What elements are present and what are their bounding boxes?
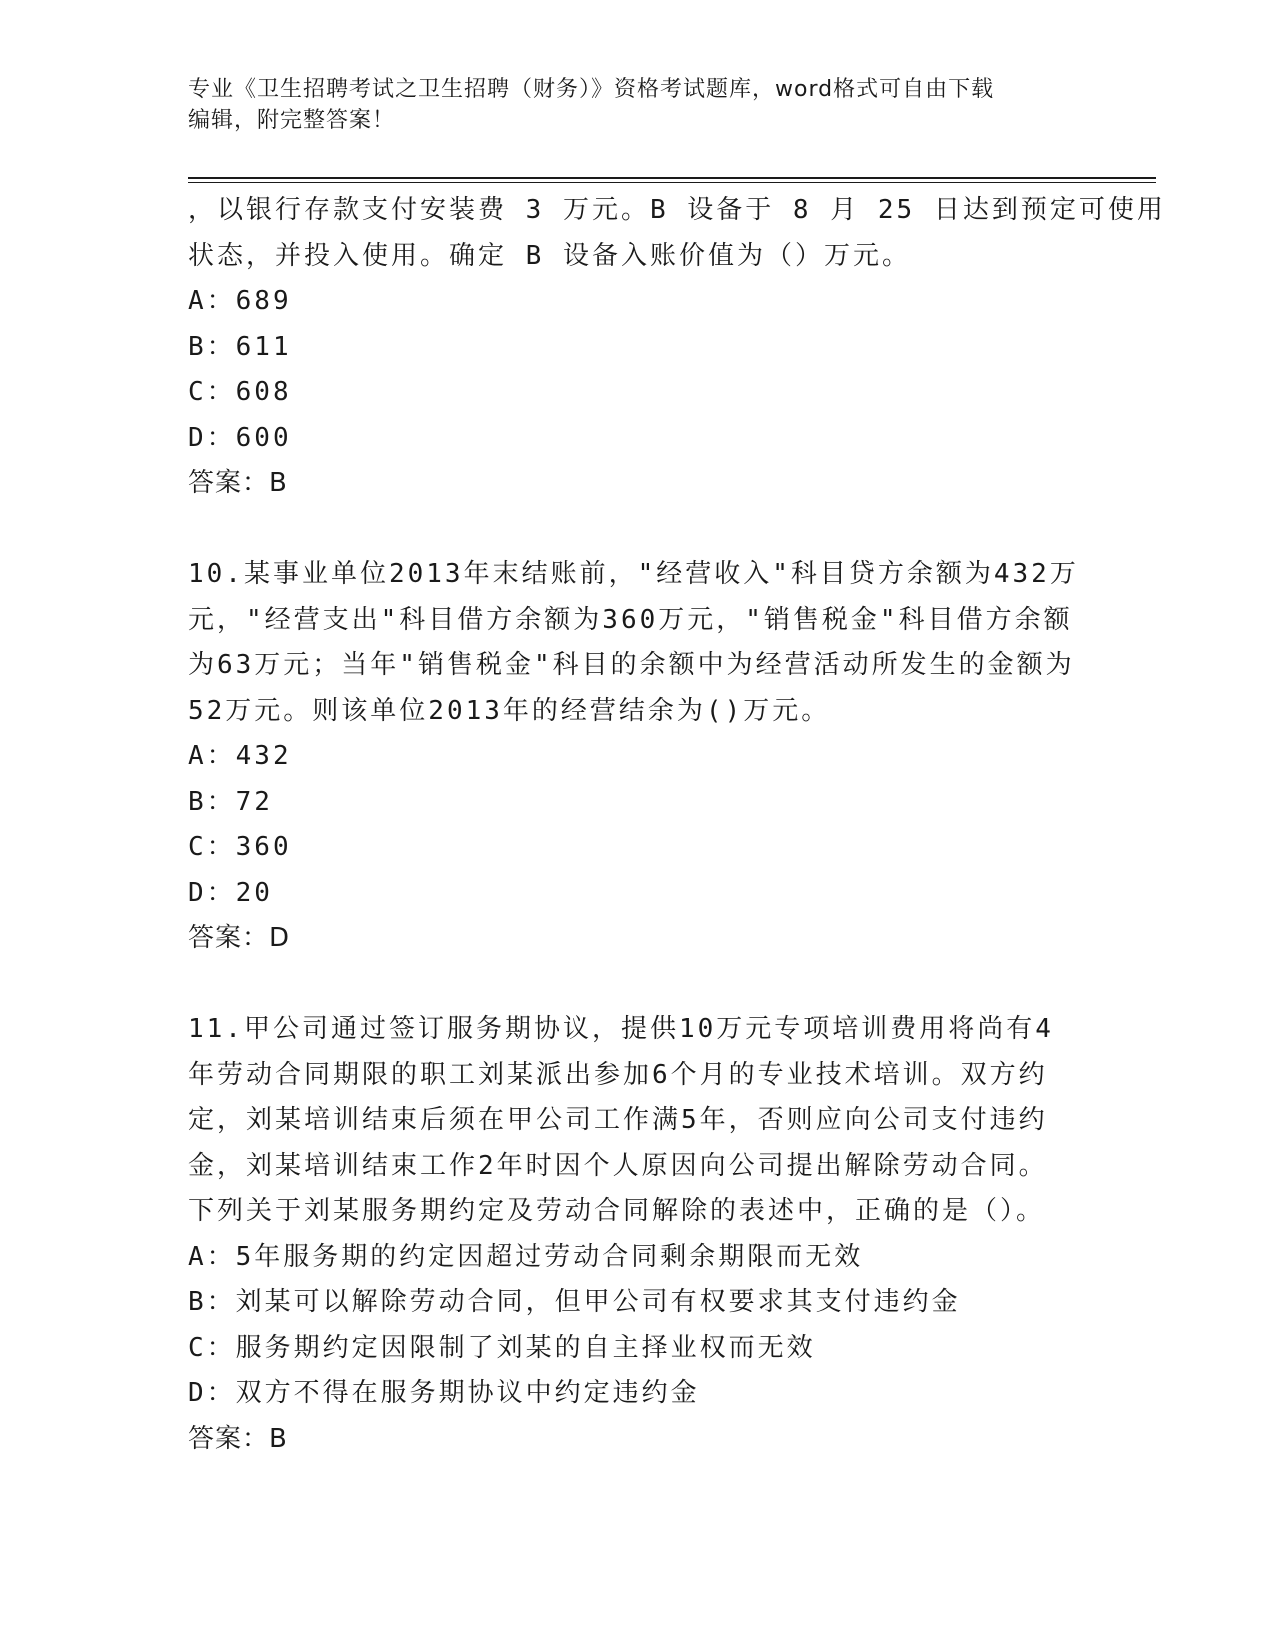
header-divider bbox=[188, 177, 1156, 179]
option-a: A：432 bbox=[188, 741, 292, 771]
option-d: D：600 bbox=[188, 422, 292, 453]
document-header bbox=[188, 74, 1088, 136]
question-stem-line: 下列关于刘某服务期约定及劳动合同解除的表述中，正确的是（）。 bbox=[188, 1196, 1046, 1226]
header-line-1: 专业《卫生招聘考试之卫生招聘（财务）》资格考试题库，word格式可自由下载 bbox=[188, 77, 995, 102]
question-stem-line: ，以银行存款支付安装费 3 万元。B 设备于 8 月 25 日达到预定可使用 bbox=[188, 195, 1166, 225]
question-stem-line: 为63万元；当年"销售税金"科目的余额中为经营活动所发生的金额为 bbox=[188, 650, 1075, 680]
header-line-2: 编辑，附完整答案！ bbox=[188, 108, 396, 133]
question-stem-line: 52万元。则该单位2013年的经营结余为()万元。 bbox=[188, 695, 831, 726]
question-11 bbox=[188, 1007, 1088, 1462]
answer-line: 答案：B bbox=[188, 1423, 288, 1454]
question-stem-line: 状态，并投入使用。确定 B 设备入账价值为（）万元。 bbox=[188, 240, 911, 271]
header-divider-thin bbox=[188, 182, 1156, 183]
option-c: C：608 bbox=[188, 377, 292, 407]
question-stem-line: 元，"经营支出"科目借方余额为360万元，"销售税金"科目借方余额 bbox=[188, 604, 1073, 635]
option-c: C：服务期约定因限制了刘某的自主择业权而无效 bbox=[188, 1332, 816, 1363]
question-list bbox=[188, 188, 1166, 1462]
spacer bbox=[188, 507, 1088, 553]
question-stem-line: 年劳动合同期限的职工刘某派出参加6个月的专业技术培训。双方约 bbox=[188, 1059, 1048, 1090]
option-a: A：689 bbox=[188, 286, 292, 316]
option-b: B：刘某可以解除劳动合同，但甲公司有权要求其支付违约金 bbox=[188, 1287, 961, 1317]
question-stem-line: 10.某事业单位2013年末结账前，"经营收入"科目贷方余额为432万 bbox=[188, 559, 1079, 589]
option-d: D：20 bbox=[188, 877, 273, 908]
answer-line: 答案：D bbox=[188, 923, 291, 953]
question-10 bbox=[188, 552, 1088, 962]
question-stem-line: 定，刘某培训结束后须在甲公司工作满5年，否则应向公司支付违约 bbox=[188, 1105, 1048, 1135]
option-c: C：360 bbox=[188, 832, 292, 862]
question-stem-line: 11.甲公司通过签订服务期协议，提供10万元专项培训费用将尚有4 bbox=[188, 1014, 1054, 1044]
spacer bbox=[188, 962, 1088, 1008]
option-b: B：611 bbox=[188, 331, 292, 362]
option-d: D：双方不得在服务期协议中约定违约金 bbox=[188, 1378, 700, 1408]
answer-line: 答案：B bbox=[188, 468, 288, 498]
option-b: B：72 bbox=[188, 786, 273, 817]
question-9 bbox=[188, 188, 1166, 507]
question-stem-line: 金，刘某培训结束工作2年时因个人原因向公司提出解除劳动合同。 bbox=[188, 1150, 1048, 1181]
option-a: A：5年服务期的约定因超过劳动合同剩余期限而无效 bbox=[188, 1241, 864, 1272]
